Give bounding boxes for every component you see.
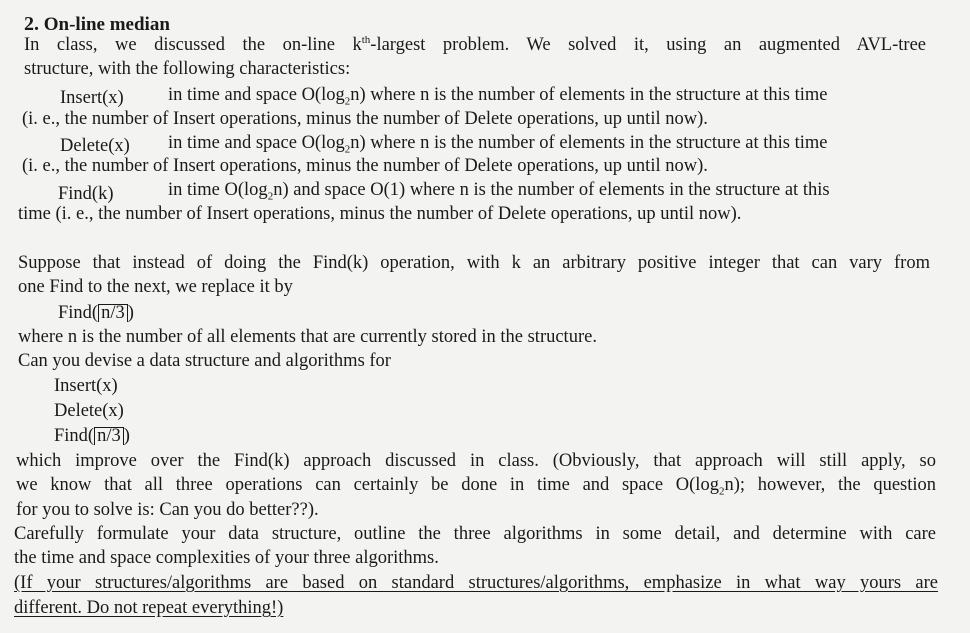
improve-line-1: which improve over the Find(k) approach discussed in class. (Obviously, that approach will still apply, so	[16, 451, 936, 471]
list-insert: Insert(x)	[54, 376, 118, 396]
improve-line-3: for you to solve is: Can you do better??).	[16, 500, 319, 520]
suppose-line-2: one Find to the next, we replace it by	[18, 277, 293, 297]
carefully-line-1: Carefully formulate your data structure, outline the three algorithms in some detail, and determine with care	[14, 524, 936, 544]
note-line-2: different. Do not repeat everything!)	[14, 598, 284, 618]
op-insert-desc: in time and space $O(\log_2n)$ where n is the number of elements in the structure at this time	[168, 85, 828, 108]
improve-line-2: we know that all three operations can certainly be done in time and space $O(\log_2n)$; however, the question	[16, 475, 937, 498]
op-find-cont: time (i. e., the number of Insert operations, minus the number of Delete operations, up until now).	[18, 204, 742, 224]
suppose-line-3: where n is the number of all elements that are currently stored in the structure.	[18, 327, 597, 347]
op-delete-desc: in time and space $O(\log_2n)$ where n is the number of elements in the structure at this time	[168, 133, 828, 156]
problem-heading	[24, 13, 170, 36]
note-line-1: (If your structures/algorithms are based on standard structures/algorithms, emphasize in what way yours are	[14, 573, 938, 593]
op-insert-label: Insert(x)	[60, 88, 124, 108]
op-find-desc: in time $O(\log_2n)$ and space O(1) where n is the number of elements in the structure at this	[168, 180, 830, 203]
suppose-find-ceil-n3: Find( n/3 )	[58, 303, 134, 323]
intro-line-1: In class, we discussed the on-line $k^{th}$-largest problem. We solved it, using an augmented AVL-tree	[24, 33, 926, 55]
op-find-label: Find(k)	[58, 184, 114, 204]
suppose-line-4: Can you devise a data structure and algorithms for	[18, 351, 391, 371]
list-delete: Delete(x)	[54, 401, 124, 421]
suppose-line-1: Suppose that instead of doing the Find(k) operation, with k an arbitrary positive integer that can vary from	[18, 253, 930, 273]
problem-number: 2.	[24, 13, 39, 35]
op-insert-cont: (i. e., the number of Insert operations, minus the number of Delete operations, up until now).	[22, 109, 708, 129]
op-delete-label: Delete(x)	[60, 136, 130, 156]
carefully-line-2: the time and space complexities of your three algorithms.	[14, 548, 439, 568]
list-find-ceil-n3: Find( n/3 )	[54, 426, 130, 446]
intro-line-2: structure, with the following characteristics:	[24, 59, 351, 79]
op-delete-cont: (i. e., the number of Insert operations, minus the number of Delete operations, up until now).	[22, 156, 708, 176]
problem-title: On-line median	[43, 14, 170, 35]
